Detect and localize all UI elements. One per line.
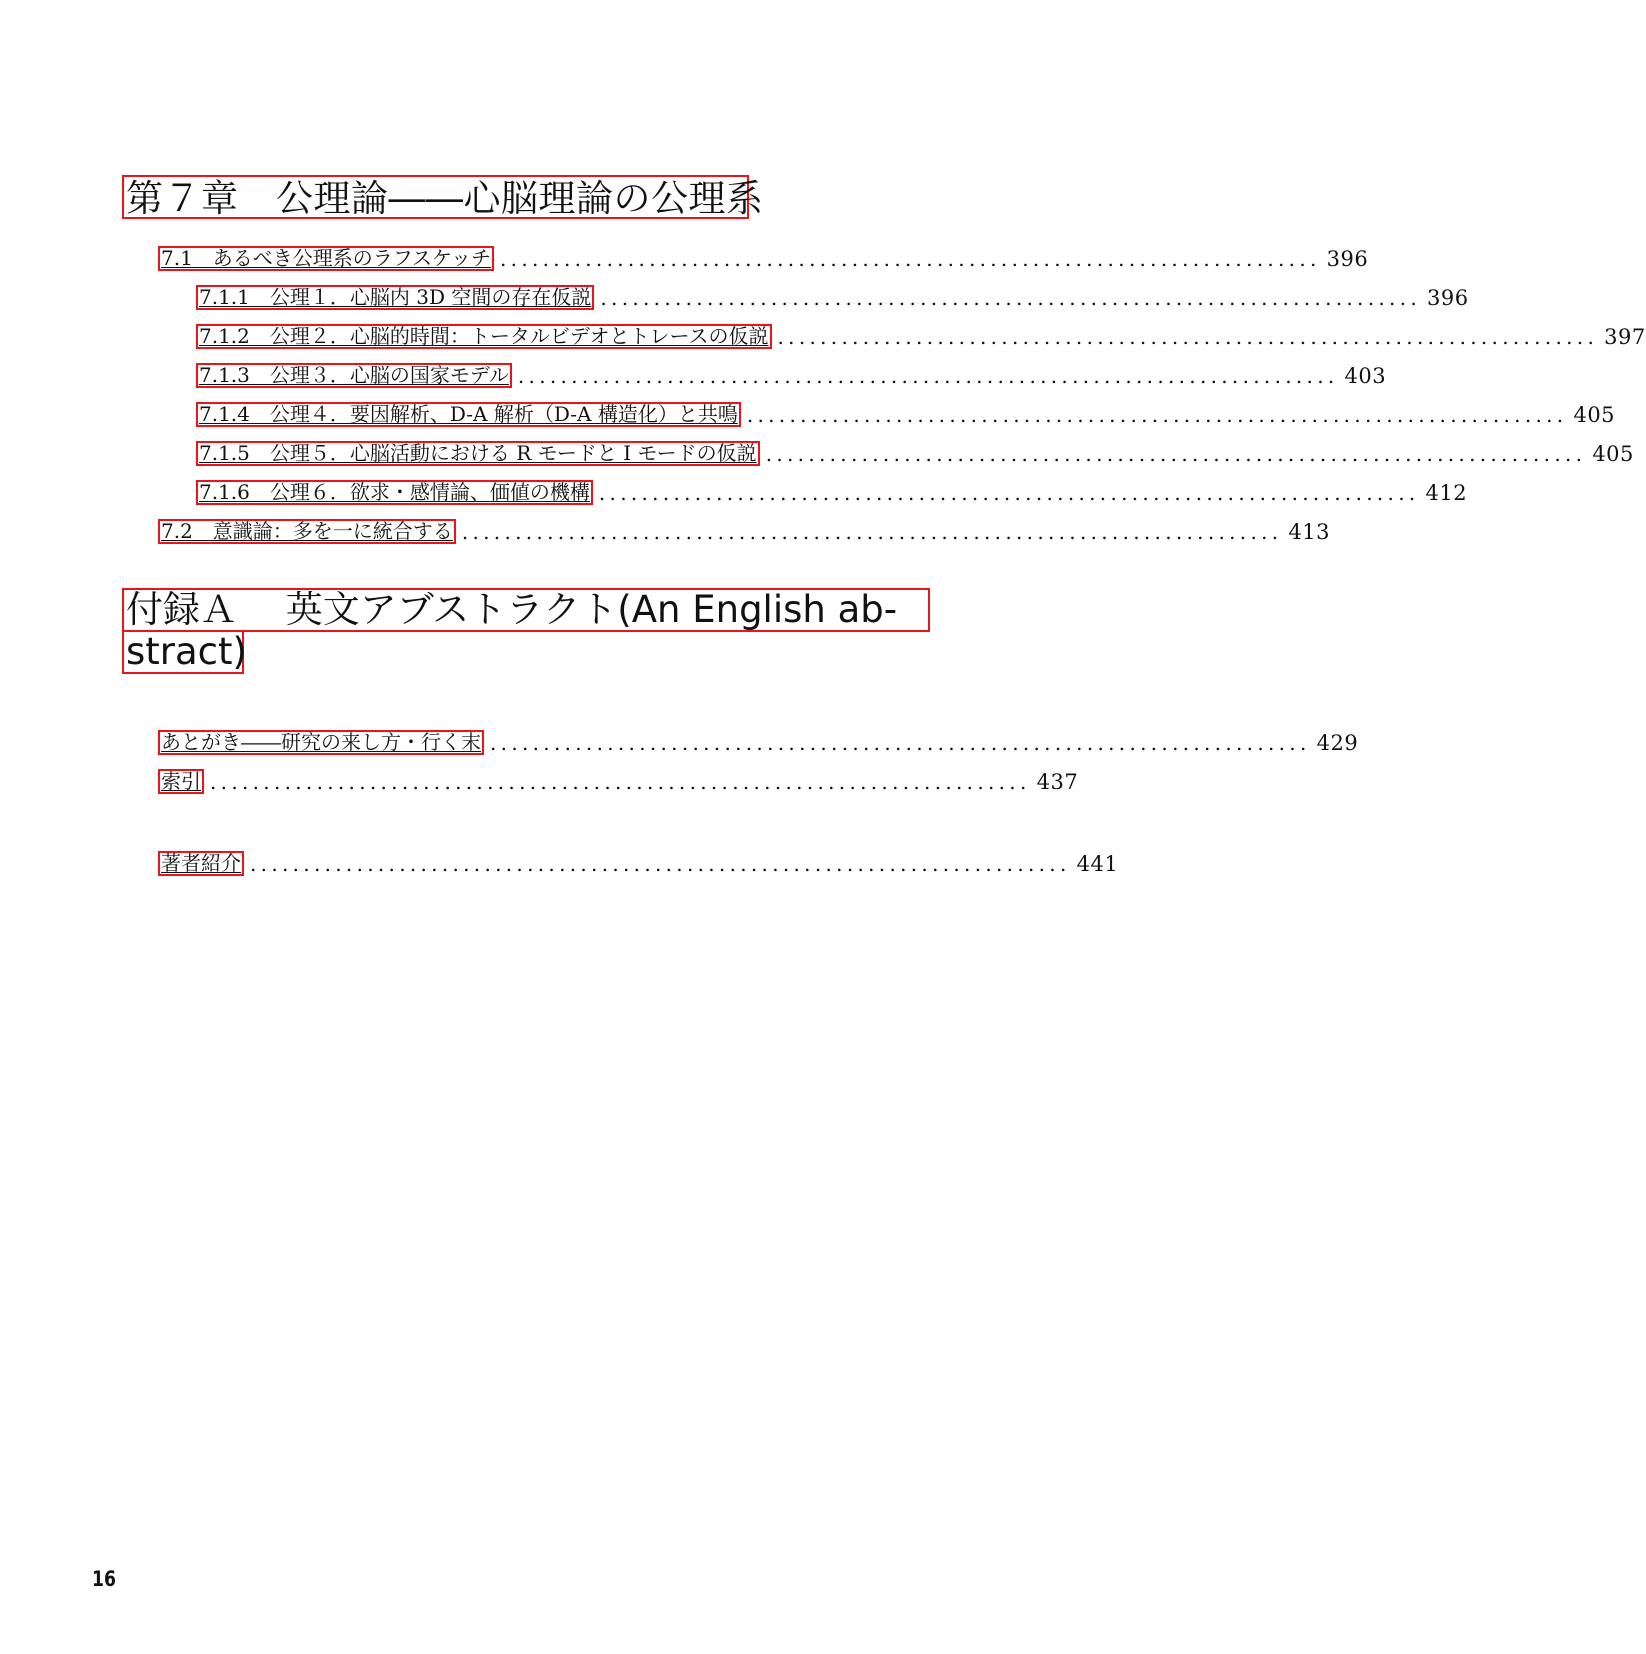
toc-entry-label[interactable]: 7.1.3 公理３．心脳の国家モデル <box>196 363 512 388</box>
chapter-title[interactable]: 第７章 公理論――心脳理論の公理系 <box>122 175 749 219</box>
toc-page-number: 429 <box>1316 731 1359 755</box>
toc-entry-about-author[interactable] <box>158 846 1119 876</box>
appendix-title-line-2[interactable]: stract) <box>122 630 244 674</box>
dot-leader: ............................................................................. <box>490 731 1311 755</box>
toc-entry-label[interactable]: 索引 <box>158 769 204 794</box>
toc-entry-afterword[interactable] <box>158 725 1359 755</box>
toc-entry-label[interactable]: 7.1 あるべき公理系のラフスケッチ <box>158 246 494 271</box>
toc-entry-7-1-4[interactable] <box>196 397 1616 427</box>
toc-entry-label[interactable]: 7.1.6 公理６．欲求・感情論、価値の機構 <box>196 480 593 505</box>
toc-entry-7-1-6[interactable] <box>196 475 1468 505</box>
toc-page-number: 413 <box>1288 520 1331 544</box>
toc-page-number: 405 <box>1592 442 1634 466</box>
dot-leader: ............................................................................. <box>746 403 1568 427</box>
toc-page-number: 405 <box>1573 403 1616 427</box>
toc-entry-label[interactable]: 7.1.2 公理２．心脳的時間：トータルビデオとトレースの仮説 <box>196 324 772 349</box>
toc-entry-7-1[interactable] <box>158 241 1369 271</box>
dot-leader: ............................................................................. <box>210 770 1031 794</box>
toc-page-number: 396 <box>1326 247 1369 271</box>
toc-page-number: 412 <box>1425 481 1468 505</box>
toc-entry-7-2[interactable] <box>158 514 1331 544</box>
toc-page-number: 396 <box>1427 286 1469 310</box>
toc-entry-label[interactable]: 7.1.1 公理１．心脳内 3D 空間の存在仮説 <box>196 285 594 310</box>
toc-entry-label[interactable]: あとがき――研究の来し方・行く末 <box>158 730 484 755</box>
toc-entry-label[interactable]: 7.1.5 公理５．心脳活動における R モードと I モードの仮説 <box>196 441 760 466</box>
toc-entry-7-1-5[interactable] <box>196 436 1634 466</box>
toc-entry-label[interactable]: 7.2 意識論：多を一に統合する <box>158 519 456 544</box>
appendix-title-line-1[interactable]: 付録Ａ 英文アブストラクト(An English ab- <box>122 588 930 632</box>
toc-entry-7-1-2[interactable] <box>196 319 1646 349</box>
toc-page-number: 403 <box>1344 364 1387 388</box>
toc-page-number: 437 <box>1036 770 1079 794</box>
dot-leader: ............................................................................. <box>500 247 1321 271</box>
dot-leader: ............................................................................. <box>517 364 1339 388</box>
dot-leader: ............................................................................. <box>250 852 1071 876</box>
dot-leader: ............................................................................. <box>461 520 1283 544</box>
toc-page-number: 397 <box>1604 325 1646 349</box>
page-number: 16 <box>92 1567 116 1591</box>
toc-entry-label[interactable]: 7.1.4 公理４．要因解析、D-A 解析（D-A 構造化）と共鳴 <box>196 402 741 427</box>
toc-entry-index[interactable] <box>158 764 1079 794</box>
toc-entry-7-1-1[interactable] <box>196 280 1469 310</box>
toc-page-number: 441 <box>1076 852 1119 876</box>
dot-leader: ............................................................................. <box>600 286 1421 310</box>
dot-leader: ............................................................................. <box>765 442 1587 466</box>
toc-entry-label[interactable]: 著者紹介 <box>158 851 244 876</box>
toc-entry-7-1-3[interactable] <box>196 358 1387 388</box>
dot-leader: ............................................................................. <box>777 325 1599 349</box>
dot-leader: ............................................................................. <box>598 481 1420 505</box>
